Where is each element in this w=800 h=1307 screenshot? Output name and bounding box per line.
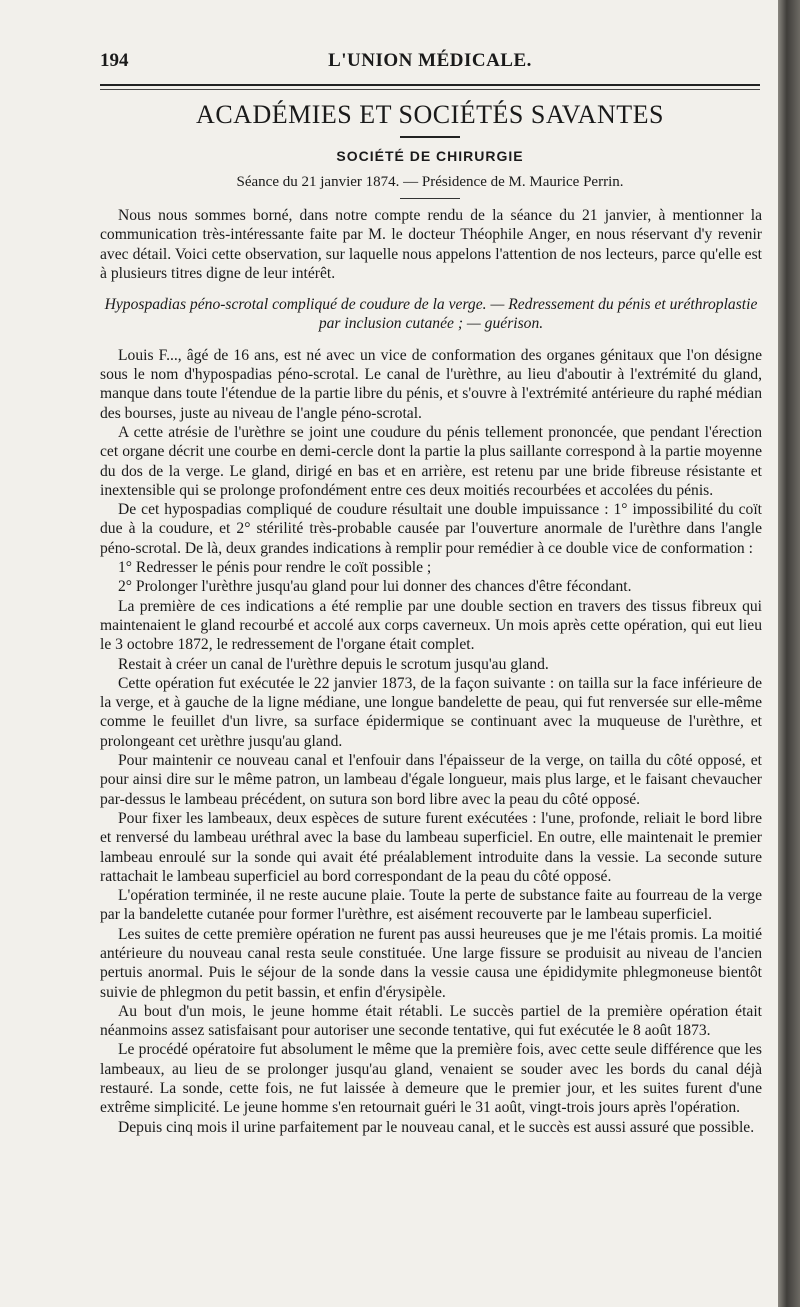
running-header [100,50,760,78]
session-line: Séance du 21 janvier 1874. — Présidence de M. Maurice Perrin. [236,174,624,190]
header-rule-thin [100,89,760,90]
page-number: 194 [100,50,129,71]
paragraph: A cette atrésie de l'urèthre se joint une coudure du pénis tellement prononcée, que pendant l'érection cet organe décrit une courbe en demi-cercle dont la partie la plus saillante correspond à la partie moyenne du dos de la verge. Le gland, dirigé en bas et en arrière, est retenu par une bride fibreuse résistante et inextensible qui se prolonge profondément entre ces deux moitiés recourbées et accolées du pénis. [100,423,762,499]
paragraph: Cette opération fut exécutée le 22 janvier 1873, de la façon suivante : on tailla sur la face inférieure de la verge, et à gauche de la ligne médiane, une longue bandelette de peau, qui fut renversée sur elle-même comme le feuillet d'un livre, sa surface épidermique se continuant avec la muqueuse de l'urèthre, et prolongeant cet urèthre jusqu'au gland. [100,674,762,750]
title-divider [400,136,460,138]
case-title: Hypospadias péno-scrotal compliqué de coudure de la verge. — Redressement du pénis et uréthroplastie par inclusion cutanée ; — guérison. [104,296,758,333]
society-heading: SOCIÉTÉ DE CHIRURGIE [336,148,524,164]
section-title: ACADÉMIES ET SOCIÉTÉS SAVANTES [196,100,664,129]
list-item: 1° Redresser le pénis pour rendre le coït possible ; [118,559,432,577]
article-body [100,206,762,1137]
paragraph: Depuis cinq mois il urine parfaitement par le nouveau canal, et le succès est aussi assuré que possible. [118,1118,755,1136]
paragraph: Le procédé opératoire fut absolument le même que la première fois, avec cette seule différence que les lambeaux, au lieu de se prolonger jusqu'au gland, venaient se souder avec les bords du canal déjà restauré. La sonde, cette fois, ne fut laissée à demeure que le premier jour, et les suites furent d'une extrême simplicité. Le jeune homme s'en retournait guéri le 31 août, vingt-trois jours après l'opération. [100,1041,762,1117]
paragraph: Louis F..., âgé de 16 ans, est né avec un vice de conformation des organes génitaux que l'on désigne sous le nom d'hypospadias péno-scrotal. Le canal de l'urèthre, au lieu d'aboutir à l'extrémité du gland, manque dans toute l'étendue de la partie libre du pénis, et s'ouvre à l'extrémité antérieure du raphé médian des bourses, juste au niveau de l'angle péno-scrotal. [100,346,762,422]
paragraph: La première de ces indications a été remplie par une double section en travers des tissus fibreux qui maintenaient le gland recourbé et accolé aux corps caverneux. Un mois après cette opération, qui eut lieu le 3 octobre 1872, le redressement de l'organe était complet. [100,597,762,654]
paragraph: Pour maintenir ce nouveau canal et l'enfouir dans l'épaisseur de la verge, on tailla du côté opposé, et pour ainsi dire sur le même patron, un lambeau d'égale longueur, mais plus large, et le faisant chevaucher par-dessus le lambeau précédent, on sutura son bord libre avec la peau du côté opposé. [100,752,762,808]
session-divider [400,198,460,199]
paragraph: Pour fixer les lambeaux, deux espèces de suture furent exécutées : l'une, profonde, reliait le bord libre et renversé du lambeau uréthral avec la base du lambeau superficiel. En outre, elle maintenait le premier lambeau enroulé sur la sonde qui avait été préalablement introduite dans la vessie. La seconde suture rattachait le lambeau superficiel au bord correspondant de la peau du côté opposé. [100,809,762,885]
paragraph: Au bout d'un mois, le jeune homme était rétabli. Le succès partiel de la première opération était néanmoins assez satisfaisant pour autoriser une seconde tentative, qui fut exécutée le 8 août 1873. [100,1002,762,1040]
paragraph: Les suites de cette première opération ne furent pas aussi heureuses que je me l'étais promis. La moitié antérieure du nouveau canal resta seule constituée. Une large fissure se produisit au niveau de l'ancien pertuis anormal. Puis le séjour de la sonde dans la vessie causa une épididymite phlegmoneuse bientôt suivie de phlegmon du petit bassin, et enfin d'érysipèle. [100,925,762,1001]
paragraph: L'opération terminée, il ne reste aucune plaie. Toute la perte de substance faite au fourreau de la verge par la bandelette cutanée pour former l'urèthre, est aisément recouverte par le lambeau superficiel. [100,887,762,924]
header-rule [100,84,760,86]
paragraph: Restait à créer un canal de l'urèthre depuis le scrotum jusqu'au gland. [118,655,549,673]
intro-paragraph: Nous nous sommes borné, dans notre compte rendu de la séance du 21 janvier, à mentionner la communication très-intéressante faite par M. le docteur Théophile Anger, en nous réservant d'y revenir avec détail. Voici cette observation, sur laquelle nous appelons l'attention de nos lecteurs, parce qu'elle est à plusieurs titres digne de leur intérêt. [100,207,762,282]
paragraph: De cet hypospadias compliqué de coudure résultait une double impuissance : 1° impossibilité du coït due à la coudure, et 2° stérilité très-probable causée par l'ouverture anormale de l'urèthre dans l'angle péno-scrotal. De là, deux grandes indications à remplir pour remédier à ce double vice de conformation : [100,501,762,557]
list-item: 2° Prolonger l'urèthre jusqu'au gland pour lui donner des chances d'être fécondant. [118,578,632,596]
page-binding-edge [778,0,800,1307]
journal-title: L'UNION MÉDICALE. [328,50,532,71]
